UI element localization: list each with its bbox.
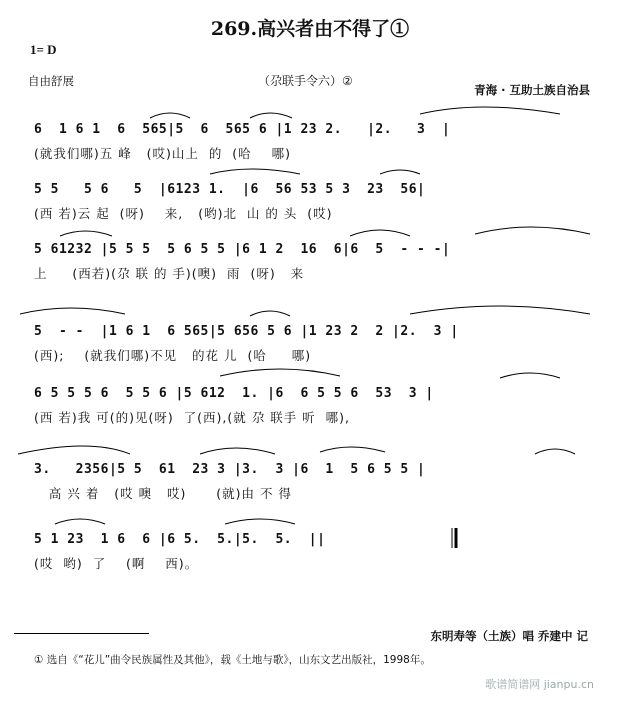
key-signature: 1= D: [30, 42, 57, 57]
footnote-divider: [14, 633, 149, 634]
lyric-line: (哎 哟) 了 (啊 西)。: [34, 556, 199, 571]
performer-credit: 东明寿等（土族）唱 乔建中 记: [430, 629, 588, 643]
notation-line: 6 1 6 1 6 565|5 6 565 6 |1 23 2. |2. 3 |: [34, 122, 451, 137]
score-system-3: [0, 218, 620, 290]
song-subtitle: （尕联手令六）②: [258, 74, 353, 88]
song-title: 269.高兴者由不得了①: [210, 18, 410, 40]
footnote: ① 选自《“花儿”曲令民族属性及其他》，载《土地与歌》，山东文艺出版社，1998年。: [34, 654, 431, 666]
notation-line: 3. 2356|5 5 61 23 3 |3. 3 |6 1 5 6 5 5 |: [34, 462, 426, 477]
region-label: 青海 · 互助土族自治县: [474, 83, 590, 97]
lyric-line: (西); (就我们哪)不见 的花 儿 (哈 哪): [34, 348, 312, 363]
tempo-marking: 自由舒展: [28, 74, 74, 88]
notation-line: 5 - - |1 6 1 6 565|5 656 5 6 |1 23 2 2 |2. 3 |: [34, 324, 459, 339]
watermark: 歌谱简谱网 jianpu.cn: [485, 678, 594, 691]
lyric-line: (西 若)云 起 (呀) 来, (哟)北 山 的 头 (哎): [34, 206, 333, 221]
score-system-7: [0, 508, 620, 580]
notation-line: 5 61232 |5 5 5 5 6 5 5 |6 1 2 16 6|6 5 - - -|: [34, 242, 451, 257]
score-system-6: [0, 438, 620, 510]
notation-line: 5 1 23 1 6 6 |6 5. 5.|5. 5. ||: [34, 532, 326, 547]
lyric-line: 上 (西若)(尕 联 的 手)(噢) 雨 (呀) 来: [34, 266, 305, 281]
score-system-5: [0, 362, 620, 434]
lyric-line: (就我们哪)五 峰 (哎)山上 的 (哈 哪): [34, 146, 291, 161]
notation-line: 6 5 5 5 6 5 5 6 |5 612 1. |6 6 5 5 6 53 3 |: [34, 386, 434, 401]
lyric-line: (西 若)我 可(的)见(呀) 了(西),(就 尕 联手 听 哪),: [34, 410, 350, 425]
lyric-line: 高 兴 着 (哎 噢 哎) (就)由 不 得: [34, 486, 292, 501]
notation-line: 5 5 5 6 5 |6123 1. |6 56 53 5 3 23 56|: [34, 182, 426, 197]
